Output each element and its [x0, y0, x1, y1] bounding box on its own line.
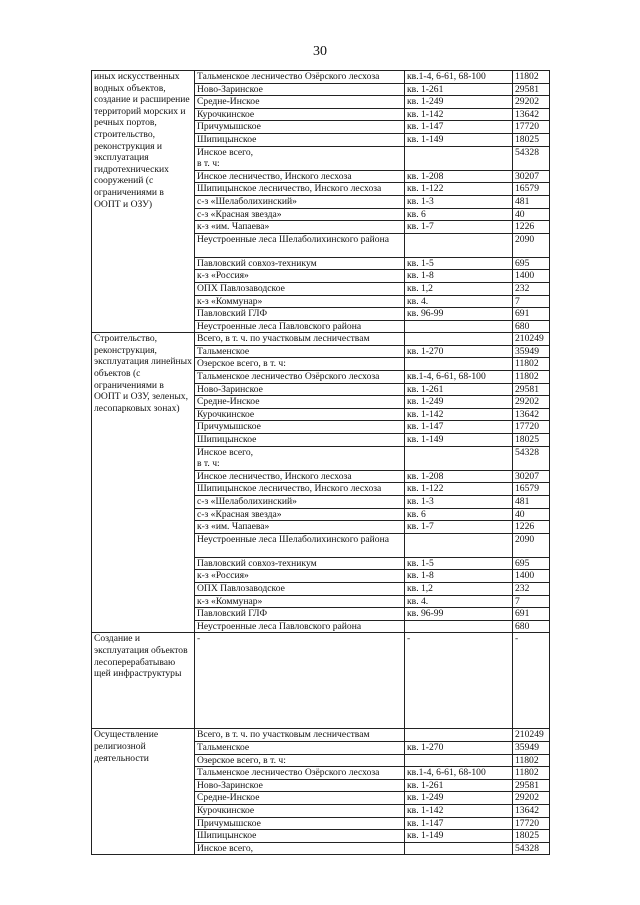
area-cell: 30207 — [513, 470, 550, 483]
area-cell: 29581 — [513, 779, 550, 792]
area-cell: 691 — [513, 308, 550, 321]
forestry-name-cell: Неустроенные леса Шелаболихинского района — [195, 233, 405, 257]
quarters-cell: кв. 1,2 — [405, 282, 513, 295]
forestry-name-cell: Тальменское лесничество Озёрского лесхоза — [195, 371, 405, 384]
quarters-cell: кв. 1-261 — [405, 383, 513, 396]
area-cell: 680 — [513, 320, 550, 333]
area-cell: 11802 — [513, 767, 550, 780]
forestry-name-cell: к-з «им. Чапаева» — [195, 521, 405, 534]
forestry-name-cell: Причумышское — [195, 121, 405, 134]
quarters-cell: кв. 4. — [405, 595, 513, 608]
area-cell: 11802 — [513, 358, 550, 371]
forestry-name-cell: ОПХ Павлозаводское — [195, 582, 405, 595]
forestry-name-cell: Средне-Инское — [195, 96, 405, 109]
forestry-name-cell: Шипицынское — [195, 830, 405, 843]
quarters-cell: кв. 1-147 — [405, 121, 513, 134]
section-title: Осуществление религиозной деятельности — [92, 729, 195, 855]
area-cell: 29202 — [513, 96, 550, 109]
table-body — [92, 71, 550, 855]
quarters-cell: кв. 1-142 — [405, 804, 513, 817]
forestry-name-cell: к-з «Россия» — [195, 270, 405, 283]
area-cell: 18025 — [513, 133, 550, 146]
quarters-cell — [405, 320, 513, 333]
forestry-name-cell: Курочкинское — [195, 408, 405, 421]
quarters-cell: кв. 1-270 — [405, 345, 513, 358]
quarters-cell — [405, 533, 513, 557]
section-title: иных искусственных водных объектов, создание и расширение территорий морских и речных портов, строительство, реконструкция и эксплуатация гидротехнических сооружений (с ограничениями в ООПТ и ОЗУ) — [92, 71, 195, 333]
forestry-name-cell: Инское лесничество, Инского лесхоза — [195, 170, 405, 183]
forestry-name-cell: Неустроенные леса Павловского района — [195, 320, 405, 333]
forestry-name-cell: Ново-Заринское — [195, 383, 405, 396]
quarters-cell: кв. 1-3 — [405, 496, 513, 509]
forestry-name-cell: Озерское всего, в т. ч: — [195, 754, 405, 767]
quarters-cell: кв. 1-7 — [405, 521, 513, 534]
quarters-cell: кв. 1-147 — [405, 817, 513, 830]
quarters-cell: кв. 6 — [405, 208, 513, 221]
quarters-cell: кв. 1-147 — [405, 421, 513, 434]
forestry-name-cell: Шипицынское — [195, 133, 405, 146]
forestry-name-cell: Инское всего, в т. ч: — [195, 446, 405, 470]
quarters-cell — [405, 620, 513, 633]
area-cell: 17720 — [513, 421, 550, 434]
table-row — [92, 333, 550, 346]
page-number: 30 — [313, 44, 327, 59]
quarters-cell: кв. 1-261 — [405, 779, 513, 792]
area-cell: 210249 — [513, 333, 550, 346]
area-cell: 54328 — [513, 446, 550, 470]
area-cell: 29202 — [513, 396, 550, 409]
forestry-name-cell: с-з «Шелаболихинский» — [195, 195, 405, 208]
section-title: Создание и эксплуатация объектов лесоперерабатываю щей инфраструктуры — [92, 633, 195, 729]
quarters-cell — [405, 358, 513, 371]
forestry-name-cell: с-з «Красная звезда» — [195, 508, 405, 521]
area-cell: 29202 — [513, 792, 550, 805]
quarters-cell: кв. 1-249 — [405, 96, 513, 109]
area-cell: 1400 — [513, 270, 550, 283]
forestry-name-cell: Инское всего, — [195, 842, 405, 855]
quarters-cell: кв.1-4, 6-61, 68-100 — [405, 767, 513, 780]
quarters-cell: кв. 1-149 — [405, 133, 513, 146]
area-cell: 691 — [513, 608, 550, 621]
forestry-name-cell: ОПХ Павлозаводское — [195, 282, 405, 295]
area-cell: 29581 — [513, 383, 550, 396]
forest-use-table — [91, 70, 550, 855]
forestry-name-cell: - — [195, 633, 405, 729]
area-cell: 17720 — [513, 121, 550, 134]
quarters-cell: кв. 1-5 — [405, 257, 513, 270]
table-row — [92, 729, 550, 742]
forestry-name-cell: Тальменское лесничество Озёрского лесхоза — [195, 767, 405, 780]
area-cell: 481 — [513, 496, 550, 509]
forestry-name-cell: Ново-Заринское — [195, 83, 405, 96]
area-cell: 40 — [513, 208, 550, 221]
quarters-cell: кв. 1-208 — [405, 170, 513, 183]
quarters-cell — [405, 233, 513, 257]
forestry-name-cell: Неустроенные леса Павловского района — [195, 620, 405, 633]
forestry-name-cell: Средне-Инское — [195, 396, 405, 409]
area-cell: 7 — [513, 295, 550, 308]
quarters-cell: кв. 1-142 — [405, 408, 513, 421]
area-cell: 680 — [513, 620, 550, 633]
forestry-name-cell: Всего, в т. ч. по участковым лесничествам — [195, 729, 405, 742]
area-cell: 16579 — [513, 483, 550, 496]
area-cell: 7 — [513, 595, 550, 608]
forestry-name-cell: к-з «им. Чапаева» — [195, 221, 405, 234]
area-cell: 695 — [513, 257, 550, 270]
area-cell: 17720 — [513, 817, 550, 830]
quarters-cell: кв. 1-261 — [405, 83, 513, 96]
quarters-cell: - — [405, 633, 513, 729]
forestry-name-cell: Тальменское — [195, 741, 405, 754]
forestry-name-cell: Шипицынское лесничество, Инского лесхоза — [195, 483, 405, 496]
quarters-cell: кв. 1-208 — [405, 470, 513, 483]
area-cell: 11802 — [513, 71, 550, 84]
area-cell: 695 — [513, 557, 550, 570]
forestry-name-cell: Курочкинское — [195, 108, 405, 121]
forestry-name-cell: к-з «Россия» — [195, 570, 405, 583]
area-cell: 2090 — [513, 233, 550, 257]
quarters-cell: кв. 4. — [405, 295, 513, 308]
area-cell: 1226 — [513, 221, 550, 234]
quarters-cell — [405, 446, 513, 470]
table-row — [92, 633, 550, 729]
quarters-cell — [405, 729, 513, 742]
quarters-cell: кв. 1-149 — [405, 434, 513, 447]
quarters-cell: кв. 1-8 — [405, 570, 513, 583]
quarters-cell: кв. 1-122 — [405, 483, 513, 496]
area-cell: 2090 — [513, 533, 550, 557]
quarters-cell: кв. 96-99 — [405, 608, 513, 621]
area-cell: 16579 — [513, 183, 550, 196]
quarters-cell: кв. 1-7 — [405, 221, 513, 234]
quarters-cell: кв. 1,2 — [405, 582, 513, 595]
quarters-cell — [405, 754, 513, 767]
forestry-name-cell: Шипицынское лесничество, Инского лесхоза — [195, 183, 405, 196]
area-cell: 35949 — [513, 345, 550, 358]
forestry-name-cell: Павловский ГЛФ — [195, 608, 405, 621]
forestry-name-cell: Неустроенные леса Шелаболихинского района — [195, 533, 405, 557]
forestry-name-cell: Причумышское — [195, 817, 405, 830]
forestry-name-cell: Всего, в т. ч. по участковым лесничествам — [195, 333, 405, 346]
forestry-name-cell: Шипицынское — [195, 434, 405, 447]
quarters-cell: кв. 6 — [405, 508, 513, 521]
quarters-cell: кв. 1-249 — [405, 396, 513, 409]
area-cell: 18025 — [513, 434, 550, 447]
quarters-cell: кв. 1-5 — [405, 557, 513, 570]
forestry-name-cell: к-з «Коммунар» — [195, 595, 405, 608]
section-title: Строительство, реконструкция, эксплуатация линейных объектов (с ограничениями в ООПТ и ОЗУ, зеленых, лесопарковых зонах) — [92, 333, 195, 633]
table-row — [92, 71, 550, 84]
area-cell: 13642 — [513, 108, 550, 121]
quarters-cell — [405, 146, 513, 170]
forestry-name-cell: с-з «Шелаболихинский» — [195, 496, 405, 509]
quarters-cell: кв. 1-249 — [405, 792, 513, 805]
forestry-name-cell: Павловский совхоз-техникум — [195, 257, 405, 270]
quarters-cell: кв.1-4, 6-61, 68-100 — [405, 71, 513, 84]
area-cell: 54328 — [513, 842, 550, 855]
area-cell: 35949 — [513, 741, 550, 754]
area-cell: 232 — [513, 282, 550, 295]
forestry-name-cell: с-з «Красная звезда» — [195, 208, 405, 221]
quarters-cell: кв. 1-3 — [405, 195, 513, 208]
forestry-name-cell: Тальменское лесничество Озёрского лесхоза — [195, 71, 405, 84]
forestry-name-cell: Озерское всего, в т. ч: — [195, 358, 405, 371]
quarters-cell — [405, 333, 513, 346]
area-cell: 1226 — [513, 521, 550, 534]
forestry-name-cell: Павловский ГЛФ — [195, 308, 405, 321]
forestry-name-cell: Ново-Заринское — [195, 779, 405, 792]
forestry-name-cell: к-з «Коммунар» — [195, 295, 405, 308]
quarters-cell: кв.1-4, 6-61, 68-100 — [405, 371, 513, 384]
forestry-name-cell: Причумышское — [195, 421, 405, 434]
area-cell: 11802 — [513, 754, 550, 767]
area-cell: 481 — [513, 195, 550, 208]
forestry-name-cell: Павловский совхоз-техникум — [195, 557, 405, 570]
area-cell: 54328 — [513, 146, 550, 170]
quarters-cell: кв. 1-8 — [405, 270, 513, 283]
forestry-name-cell: Тальменское — [195, 345, 405, 358]
quarters-cell: кв. 1-142 — [405, 108, 513, 121]
area-cell: 29581 — [513, 83, 550, 96]
quarters-cell: кв. 1-270 — [405, 741, 513, 754]
area-cell: - — [513, 633, 550, 729]
forestry-name-cell: Инское всего, в т. ч: — [195, 146, 405, 170]
quarters-cell: кв. 96-99 — [405, 308, 513, 321]
forestry-name-cell: Инское лесничество, Инского лесхоза — [195, 470, 405, 483]
area-cell: 13642 — [513, 408, 550, 421]
area-cell: 13642 — [513, 804, 550, 817]
area-cell: 18025 — [513, 830, 550, 843]
area-cell: 40 — [513, 508, 550, 521]
area-cell: 30207 — [513, 170, 550, 183]
quarters-cell: кв. 1-149 — [405, 830, 513, 843]
area-cell: 1400 — [513, 570, 550, 583]
quarters-cell — [405, 842, 513, 855]
forestry-name-cell: Средне-Инское — [195, 792, 405, 805]
quarters-cell: кв. 1-122 — [405, 183, 513, 196]
area-cell: 232 — [513, 582, 550, 595]
area-cell: 11802 — [513, 371, 550, 384]
forestry-name-cell: Курочкинское — [195, 804, 405, 817]
area-cell: 210249 — [513, 729, 550, 742]
